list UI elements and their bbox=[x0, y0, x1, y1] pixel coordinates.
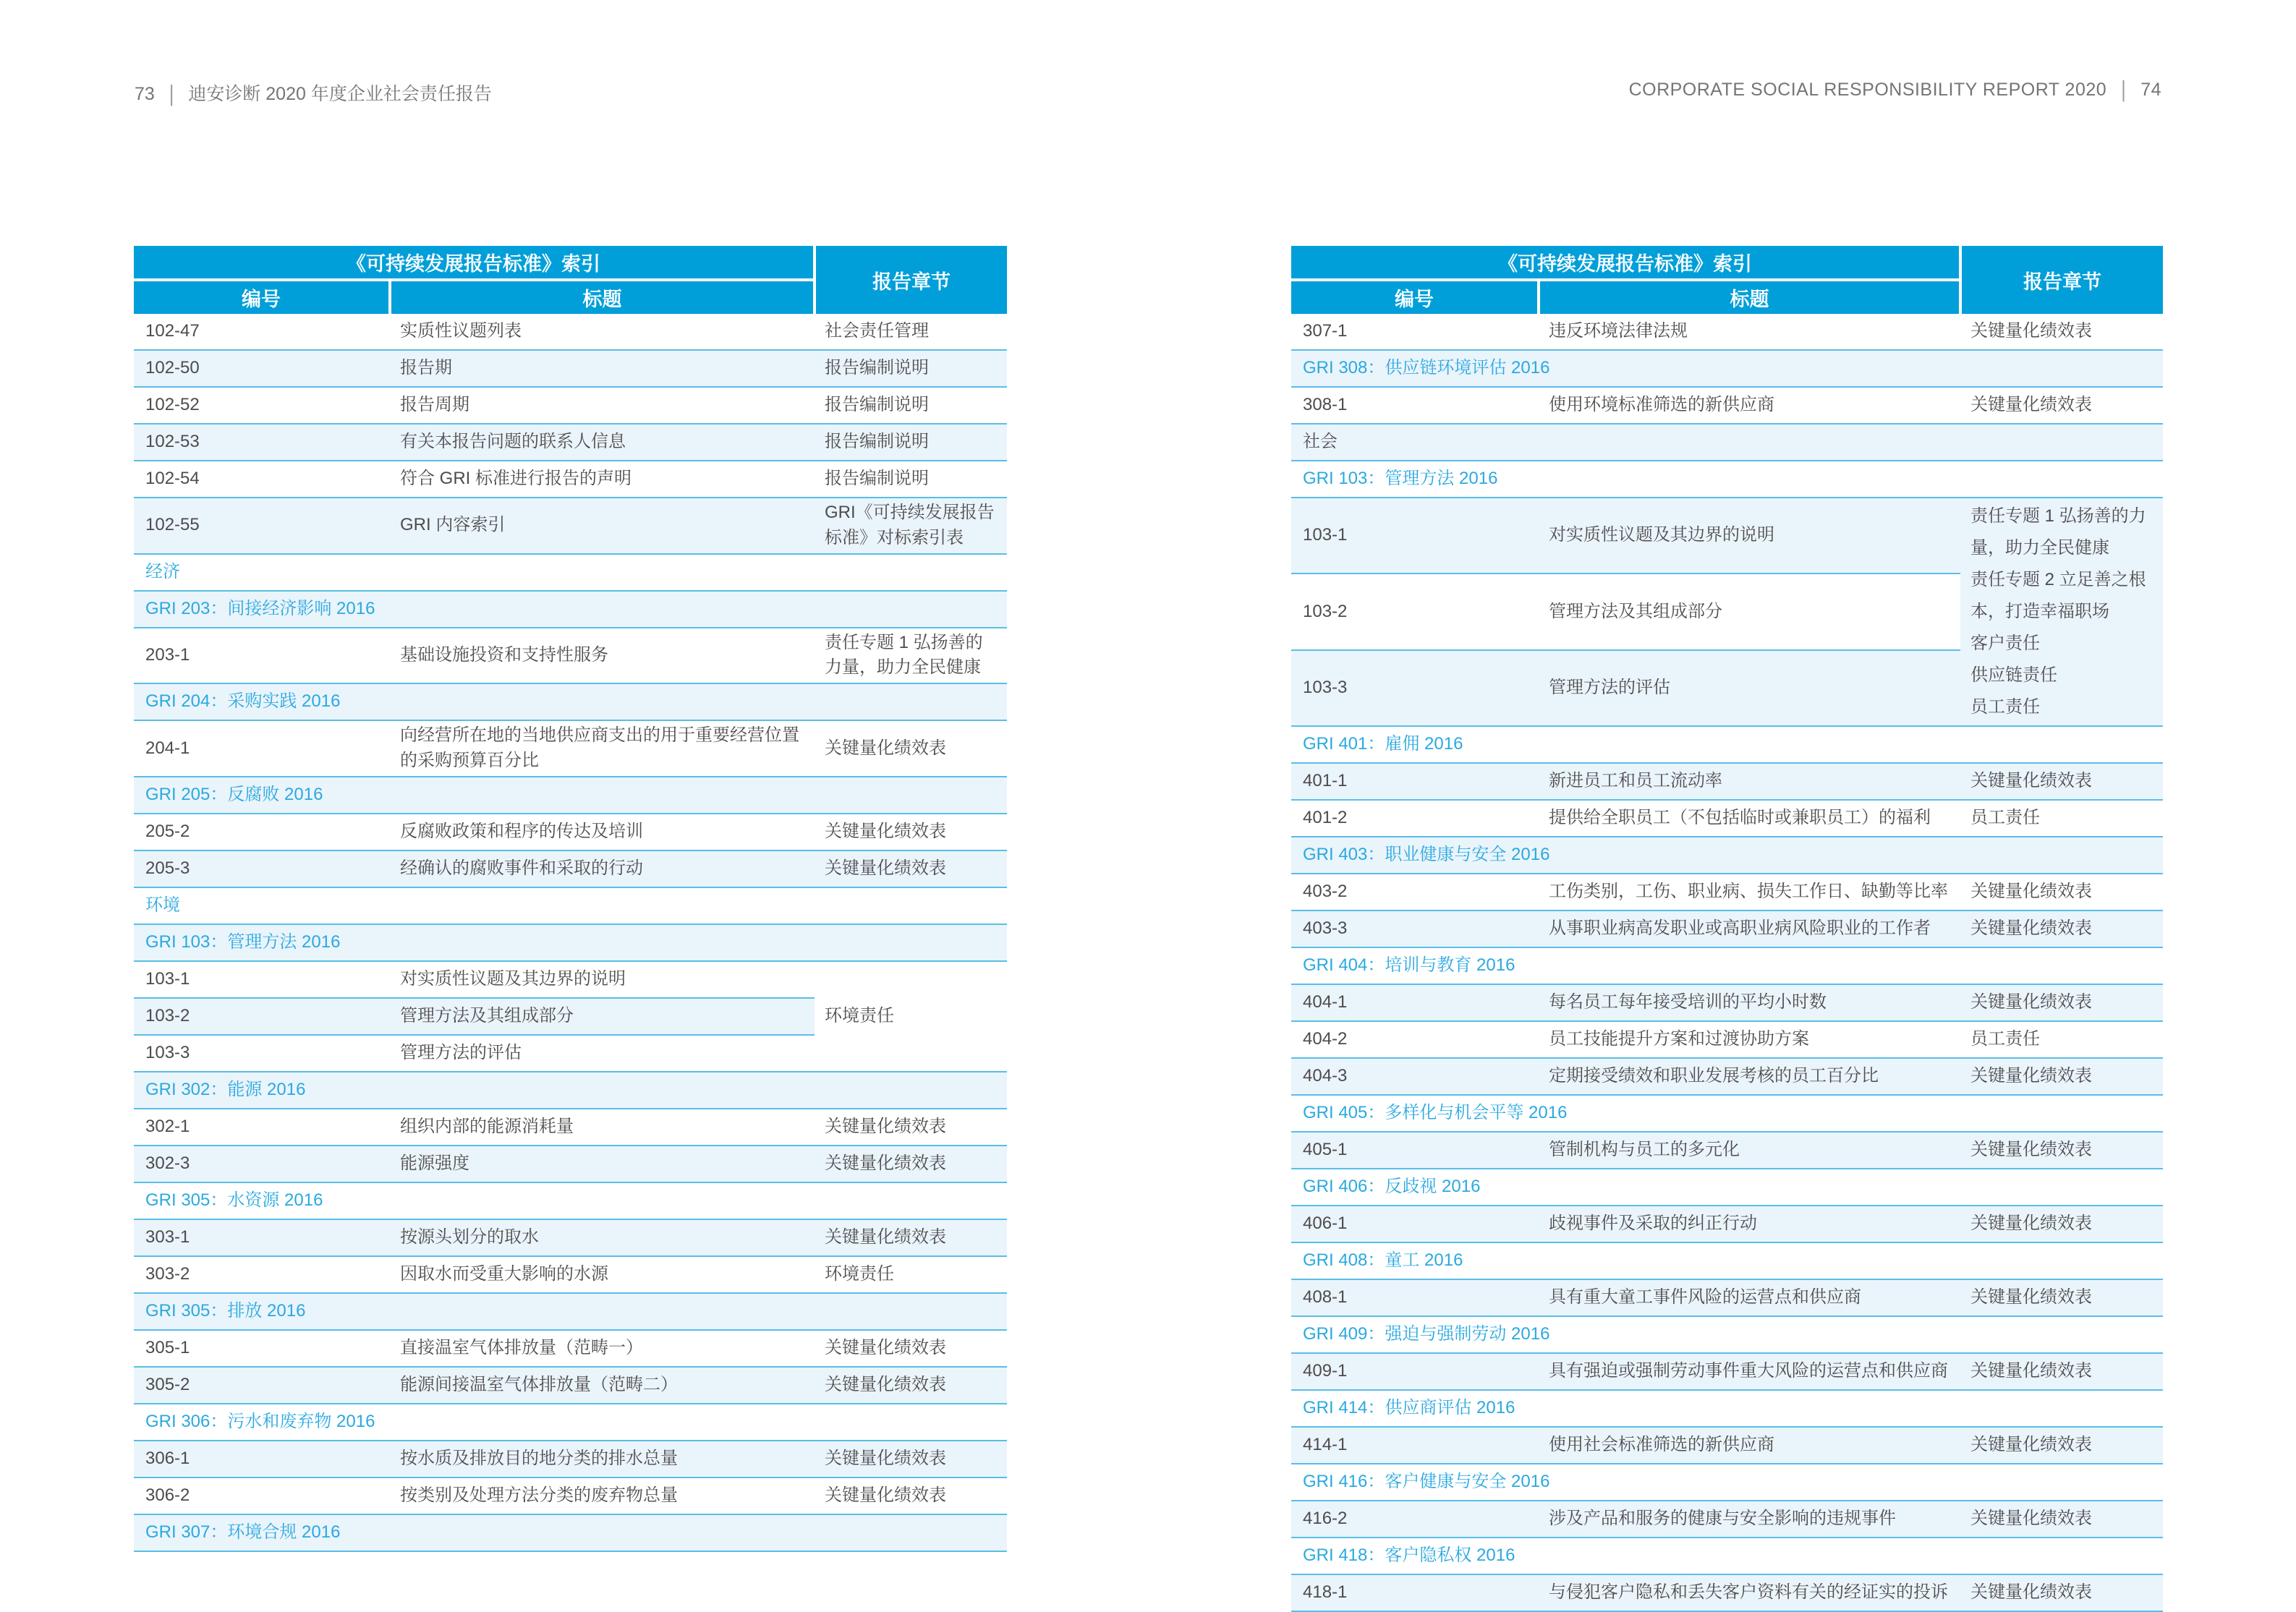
gri-title: 反腐败政策和程序的传达及培训 bbox=[390, 814, 815, 850]
chapter-header-cell: 报告章节 bbox=[1960, 246, 2163, 314]
gri-title: 组织内部的能源消耗量 bbox=[390, 1109, 815, 1146]
gri-title: 员工技能提升方案和过渡协助方案 bbox=[1539, 1021, 1960, 1058]
gri-title: 工伤类别，工伤、职业病、损失工作日、缺勤等比率 bbox=[1539, 874, 1960, 911]
report-chapter: 报告编制说明 bbox=[815, 350, 1007, 387]
gri-row-403-2 bbox=[1291, 874, 2163, 911]
gri-code: 307-1 bbox=[1291, 314, 1539, 350]
gri-code: 103-1 bbox=[1291, 498, 1539, 573]
gri-code: 403-3 bbox=[1291, 911, 1539, 947]
gri-code: 404-2 bbox=[1291, 1021, 1539, 1058]
report-chapter: 关键量化绩效表 bbox=[815, 720, 1007, 777]
gri-title: 报告周期 bbox=[390, 387, 815, 424]
report-chapter: 关键量化绩效表 bbox=[1960, 1206, 2163, 1242]
standard-section-row bbox=[1291, 1390, 2163, 1427]
gri-title: 对实质性议题及其边界的说明 bbox=[1539, 498, 1960, 573]
gri-title: 涉及产品和服务的健康与安全影响的违规事件 bbox=[1539, 1501, 1960, 1538]
report-chapter: 关键量化绩效表 bbox=[1960, 874, 2163, 911]
report-chapter: 报告编制说明 bbox=[815, 387, 1007, 424]
report-chapter-line: 责任专题 1 弘扬善的力量，助力全民健康 bbox=[1970, 506, 2146, 558]
standard-section-row bbox=[1291, 947, 2163, 984]
gri-row-305-2 bbox=[134, 1367, 1007, 1404]
gri-title: 从事职业病高发职业或高职业病风险职业的工作者 bbox=[1539, 911, 1960, 947]
gri-code: 102-52 bbox=[134, 387, 390, 424]
report-chapter: 关键量化绩效表 bbox=[815, 814, 1007, 850]
gri-code: 102-55 bbox=[134, 498, 390, 554]
gri-row-205-2 bbox=[134, 814, 1007, 850]
section-label: 社会 bbox=[1291, 424, 2163, 461]
gri-row-102-52 bbox=[134, 387, 1007, 424]
gri-row-401-1 bbox=[1291, 763, 2163, 800]
gri-code: 416-2 bbox=[1291, 1501, 1539, 1538]
gri-code: 303-2 bbox=[134, 1256, 390, 1293]
gri-code: 303-1 bbox=[134, 1219, 390, 1256]
gri-index-table-right bbox=[1291, 246, 2163, 1612]
section-label: GRI 103：管理方法 2016 bbox=[1291, 461, 2163, 498]
gri-code: 103-1 bbox=[134, 961, 390, 998]
report-chapter: 关键量化绩效表 bbox=[1960, 911, 2163, 947]
running-head-divider: | bbox=[169, 81, 174, 107]
standard-section-row bbox=[1291, 1095, 2163, 1132]
gri-code: 418-1 bbox=[1291, 1574, 1539, 1611]
report-chapter: 关键量化绩效表 bbox=[815, 1146, 1007, 1182]
table-body bbox=[1291, 314, 2163, 1611]
gri-title: 报告期 bbox=[390, 350, 815, 387]
report-chapter: 关键量化绩效表 bbox=[815, 1367, 1007, 1404]
standard-section-row bbox=[134, 777, 1007, 814]
title-header-cell: 标题 bbox=[390, 280, 815, 314]
gri-row-403-3 bbox=[1291, 911, 2163, 947]
gri-row-102-53 bbox=[134, 424, 1007, 461]
standard-section-row bbox=[134, 924, 1007, 961]
report-chapter-line: 供应链责任 bbox=[1970, 665, 2057, 685]
section-label: GRI 406：反歧视 2016 bbox=[1291, 1169, 2163, 1206]
gri-title: 经确认的腐败事件和采取的行动 bbox=[390, 850, 815, 887]
gri-title: 歧视事件及采取的纠正行动 bbox=[1539, 1206, 1960, 1242]
report-chapter: 关键量化绩效表 bbox=[815, 1219, 1007, 1256]
gri-row-404-3 bbox=[1291, 1058, 2163, 1095]
gri-row-401-2 bbox=[1291, 800, 2163, 837]
section-label: GRI 308：供应链环境评估 2016 bbox=[1291, 350, 2163, 387]
report-chapter: 社会责任管理 bbox=[815, 314, 1007, 350]
gri-code: 306-2 bbox=[134, 1477, 390, 1514]
gri-row-102-50 bbox=[134, 350, 1007, 387]
standard-section-row bbox=[134, 1182, 1007, 1219]
gri-code: 204-1 bbox=[134, 720, 390, 777]
gri-row-204-1 bbox=[134, 720, 1007, 777]
gri-code: 401-1 bbox=[1291, 763, 1539, 800]
gri-code: 404-1 bbox=[1291, 984, 1539, 1021]
section-label: GRI 401：雇佣 2016 bbox=[1291, 726, 2163, 763]
section-label: GRI 302：能源 2016 bbox=[134, 1072, 1007, 1109]
gri-row-404-2 bbox=[1291, 1021, 2163, 1058]
report-chapter-line: 客户责任 bbox=[1970, 634, 2040, 653]
report-chapter: 环境责任 bbox=[815, 1256, 1007, 1293]
report-chapter: 关键量化绩效表 bbox=[1960, 387, 2163, 424]
gri-title: 违反环境法律法规 bbox=[1539, 314, 1960, 350]
report-chapter: 关键量化绩效表 bbox=[815, 1441, 1007, 1477]
gri-title: 直接温室气体排放量（范畴一） bbox=[390, 1330, 815, 1367]
gri-code: 205-2 bbox=[134, 814, 390, 850]
gri-title: 具有重大童工事件风险的运营点和供应商 bbox=[1539, 1279, 1960, 1316]
report-chapter-line: 员工责任 bbox=[1970, 697, 2040, 717]
report-chapter: 关键量化绩效表 bbox=[1960, 1501, 2163, 1538]
gri-title: 按水质及排放目的地分类的排水总量 bbox=[390, 1441, 815, 1477]
gri-title: 有关本报告问题的联系人信息 bbox=[390, 424, 815, 461]
gri-title: 对实质性议题及其边界的说明 bbox=[390, 961, 815, 998]
gri-code: 406-1 bbox=[1291, 1206, 1539, 1242]
section-label: GRI 305：排放 2016 bbox=[134, 1293, 1007, 1330]
gri-code: 409-1 bbox=[1291, 1353, 1539, 1390]
standard-section-row bbox=[1291, 1464, 2163, 1501]
gri-code: 103-3 bbox=[1291, 650, 1539, 726]
gri-row-103-1 bbox=[134, 961, 1007, 998]
gri-title: 管理方法的评估 bbox=[390, 1035, 815, 1072]
gri-code: 205-3 bbox=[134, 850, 390, 887]
gri-title: 能源强度 bbox=[390, 1146, 815, 1182]
section-label: GRI 403：职业健康与安全 2016 bbox=[1291, 837, 2163, 874]
gri-code: 405-1 bbox=[1291, 1132, 1539, 1169]
gri-code: 102-54 bbox=[134, 461, 390, 498]
report-chapter: 关键量化绩效表 bbox=[1960, 1279, 2163, 1316]
standard-section-row bbox=[1291, 1169, 2163, 1206]
section-label: GRI 205：反腐败 2016 bbox=[134, 777, 1007, 814]
section-label: GRI 404：培训与教育 2016 bbox=[1291, 947, 2163, 984]
gri-row-302-3 bbox=[134, 1146, 1007, 1182]
report-chapter: 员工责任 bbox=[1960, 800, 2163, 837]
gri-row-306-2 bbox=[134, 1477, 1007, 1514]
gri-code: 306-1 bbox=[134, 1441, 390, 1477]
gri-title: 向经营所在地的当地供应商支出的用于重要经营位置的采购预算百分比 bbox=[390, 720, 815, 777]
category-row bbox=[1291, 424, 2163, 461]
report-chapter: 报告编制说明 bbox=[815, 461, 1007, 498]
gri-title: 符合 GRI 标准进行报告的声明 bbox=[390, 461, 815, 498]
report-chapter bbox=[1960, 498, 2163, 726]
running-head-right bbox=[1628, 77, 2161, 103]
gri-row-408-1 bbox=[1291, 1279, 2163, 1316]
report-chapter: 关键量化绩效表 bbox=[1960, 1427, 2163, 1464]
report-chapter: 关键量化绩效表 bbox=[815, 850, 1007, 887]
gri-row-307-1 bbox=[1291, 314, 2163, 350]
gri-title: 使用环境标准筛选的新供应商 bbox=[1539, 387, 1960, 424]
standard-section-row bbox=[1291, 837, 2163, 874]
gri-title: 因取水而受重大影响的水源 bbox=[390, 1256, 815, 1293]
index-header-cell: 《可持续发展报告标准》索引 bbox=[134, 246, 815, 280]
gri-index-table-left bbox=[134, 246, 1007, 1552]
gri-title: 管理方法及其组成部分 bbox=[1539, 573, 1960, 649]
gri-row-306-1 bbox=[134, 1441, 1007, 1477]
report-chapter: 关键量化绩效表 bbox=[1960, 1574, 2163, 1611]
gri-code: 305-2 bbox=[134, 1367, 390, 1404]
section-label: GRI 306：污水和废弃物 2016 bbox=[134, 1404, 1007, 1441]
gri-code: 403-2 bbox=[1291, 874, 1539, 911]
report-chapter: 关键量化绩效表 bbox=[1960, 314, 2163, 350]
gri-title: 定期接受绩效和职业发展考核的员工百分比 bbox=[1539, 1058, 1960, 1095]
section-label: GRI 103：管理方法 2016 bbox=[134, 924, 1007, 961]
gri-title: 新进员工和员工流动率 bbox=[1539, 763, 1960, 800]
gri-title: 按源头划分的取水 bbox=[390, 1219, 815, 1256]
gri-title: 管制机构与员工的多元化 bbox=[1539, 1132, 1960, 1169]
index-header-cell: 《可持续发展报告标准》索引 bbox=[1291, 246, 1960, 280]
gri-row-203-1 bbox=[134, 628, 1007, 684]
report-chapter: 关键量化绩效表 bbox=[1960, 763, 2163, 800]
section-label: GRI 204：采购实践 2016 bbox=[134, 683, 1007, 720]
section-label: 环境 bbox=[134, 887, 1007, 924]
gri-code: 102-50 bbox=[134, 350, 390, 387]
gri-row-406-1 bbox=[1291, 1206, 2163, 1242]
report-chapter: 关键量化绩效表 bbox=[1960, 1132, 2163, 1169]
report-chapter: 关键量化绩效表 bbox=[1960, 984, 2163, 1021]
gri-title: 每名员工每年接受培训的平均小时数 bbox=[1539, 984, 1960, 1021]
section-label: GRI 405：多样化与机会平等 2016 bbox=[1291, 1095, 2163, 1132]
standard-section-row bbox=[134, 683, 1007, 720]
section-label: GRI 418：客户隐私权 2016 bbox=[1291, 1538, 2163, 1574]
gri-row-102-47 bbox=[134, 314, 1007, 350]
report-title-cn: 迪安诊断 2020 年度企业社会责任报告 bbox=[188, 84, 492, 104]
code-header-cell: 编号 bbox=[1291, 280, 1539, 314]
gri-row-303-2 bbox=[134, 1256, 1007, 1293]
gri-title: 基础设施投资和支持性服务 bbox=[390, 628, 815, 684]
gri-title: 管理方法的评估 bbox=[1539, 650, 1960, 726]
report-chapter: 关键量化绩效表 bbox=[815, 1330, 1007, 1367]
gri-row-409-1 bbox=[1291, 1353, 2163, 1390]
gri-row-418-1 bbox=[1291, 1574, 2163, 1611]
code-header-cell: 编号 bbox=[134, 280, 390, 314]
gri-code: 103-2 bbox=[134, 998, 390, 1035]
category-row bbox=[134, 887, 1007, 924]
standard-section-row bbox=[1291, 1316, 2163, 1353]
gri-code: 404-3 bbox=[1291, 1058, 1539, 1095]
standard-section-row bbox=[1291, 1242, 2163, 1279]
gri-code: 102-53 bbox=[134, 424, 390, 461]
gri-title: 能源间接温室气体排放量（范畴二） bbox=[390, 1367, 815, 1404]
category-row bbox=[134, 554, 1007, 591]
gri-row-414-1 bbox=[1291, 1427, 2163, 1464]
gri-title: 使用社会标准筛选的新供应商 bbox=[1539, 1427, 1960, 1464]
gri-code: 103-2 bbox=[1291, 573, 1539, 649]
gri-code: 102-47 bbox=[134, 314, 390, 350]
gri-code: 302-3 bbox=[134, 1146, 390, 1182]
page-number-right: 74 bbox=[2140, 80, 2161, 100]
gri-code: 414-1 bbox=[1291, 1427, 1539, 1464]
gri-row-103-1 bbox=[1291, 498, 2163, 573]
gri-row-303-1 bbox=[134, 1219, 1007, 1256]
report-chapter: 员工责任 bbox=[1960, 1021, 2163, 1058]
gri-code: 305-1 bbox=[134, 1330, 390, 1367]
standard-section-row bbox=[134, 1514, 1007, 1551]
gri-title: 与侵犯客户隐私和丢失客户资料有关的经证实的投诉 bbox=[1539, 1574, 1960, 1611]
standard-section-row bbox=[1291, 726, 2163, 763]
section-label: GRI 414：供应商评估 2016 bbox=[1291, 1390, 2163, 1427]
gri-row-205-3 bbox=[134, 850, 1007, 887]
section-label: GRI 203：间接经济影响 2016 bbox=[134, 591, 1007, 628]
gri-code: 401-2 bbox=[1291, 800, 1539, 837]
report-title-en: CORPORATE SOCIAL RESPONSIBILITY REPORT 2020 bbox=[1628, 80, 2107, 100]
standard-section-row bbox=[134, 1072, 1007, 1109]
gri-row-102-55 bbox=[134, 498, 1007, 554]
chapter-header-cell: 报告章节 bbox=[815, 246, 1007, 314]
gri-row-308-1 bbox=[1291, 387, 2163, 424]
gri-code: 302-1 bbox=[134, 1109, 390, 1146]
gri-title: 管理方法及其组成部分 bbox=[390, 998, 815, 1035]
standard-section-row bbox=[134, 1404, 1007, 1441]
gri-row-404-1 bbox=[1291, 984, 2163, 1021]
gri-code: 308-1 bbox=[1291, 387, 1539, 424]
report-chapter: 报告编制说明 bbox=[815, 424, 1007, 461]
gri-row-102-54 bbox=[134, 461, 1007, 498]
gri-title: 具有强迫或强制劳动事件重大风险的运营点和供应商 bbox=[1539, 1353, 1960, 1390]
gri-code: 203-1 bbox=[134, 628, 390, 684]
report-chapter-line: 责任专题 2 立足善之根本，打造幸福职场 bbox=[1970, 570, 2146, 621]
gri-title: 按类别及处理方法分类的废弃物总量 bbox=[390, 1477, 815, 1514]
standard-section-row bbox=[1291, 350, 2163, 387]
running-head-divider: | bbox=[2121, 77, 2127, 103]
standard-section-row bbox=[1291, 461, 2163, 498]
standard-section-row bbox=[134, 591, 1007, 628]
report-chapter: 关键量化绩效表 bbox=[815, 1109, 1007, 1146]
gri-code: 408-1 bbox=[1291, 1279, 1539, 1316]
gri-title: 提供给全职员工（不包括临时或兼职员工）的福利 bbox=[1539, 800, 1960, 837]
gri-row-302-1 bbox=[134, 1109, 1007, 1146]
gri-row-305-1 bbox=[134, 1330, 1007, 1367]
section-label: GRI 307：环境合规 2016 bbox=[134, 1514, 1007, 1551]
standard-section-row bbox=[1291, 1538, 2163, 1574]
section-label: GRI 408：童工 2016 bbox=[1291, 1242, 2163, 1279]
standard-section-row bbox=[134, 1293, 1007, 1330]
report-chapter: GRI《可持续发展报告标准》对标索引表 bbox=[815, 498, 1007, 554]
table-header bbox=[1291, 246, 2163, 314]
gri-row-416-2 bbox=[1291, 1501, 2163, 1538]
section-label: GRI 305：水资源 2016 bbox=[134, 1182, 1007, 1219]
title-header-cell: 标题 bbox=[1539, 280, 1960, 314]
report-chapter: 关键量化绩效表 bbox=[1960, 1353, 2163, 1390]
page-number-left: 73 bbox=[135, 84, 155, 104]
report-chapter: 责任专题 1 弘扬善的力量，助力全民健康 bbox=[815, 628, 1007, 684]
table-header bbox=[134, 246, 1007, 314]
running-head-left bbox=[135, 80, 492, 106]
report-chapter: 关键量化绩效表 bbox=[815, 1477, 1007, 1514]
gri-code: 103-3 bbox=[134, 1035, 390, 1072]
section-label: GRI 409：强迫与强制劳动 2016 bbox=[1291, 1316, 2163, 1353]
report-chapter: 环境责任 bbox=[815, 961, 1007, 1072]
table-body bbox=[134, 314, 1007, 1551]
gri-title: 实质性议题列表 bbox=[390, 314, 815, 350]
section-label: 经济 bbox=[134, 554, 1007, 591]
gri-row-405-1 bbox=[1291, 1132, 2163, 1169]
section-label: GRI 416：客户健康与安全 2016 bbox=[1291, 1464, 2163, 1501]
gri-title: GRI 内容索引 bbox=[390, 498, 815, 554]
report-chapter: 关键量化绩效表 bbox=[1960, 1058, 2163, 1095]
